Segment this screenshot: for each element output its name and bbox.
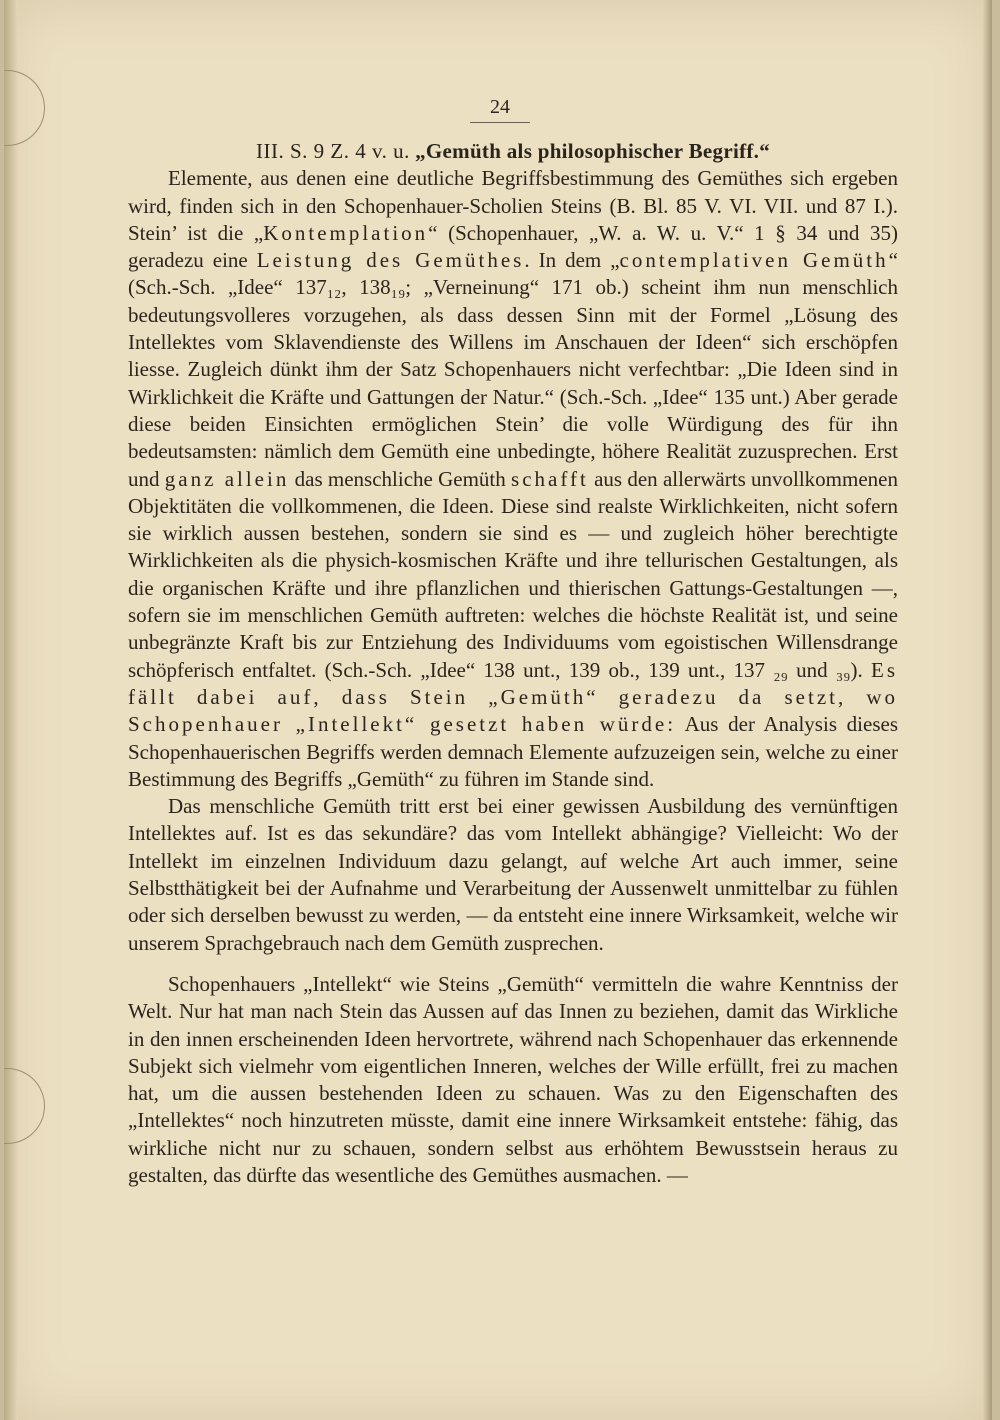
p1-part-13: Aus der Analysis dieses Schopenhauerischen Begriffs werden demnach Elemente aufzuzeigen sein, welche zu einer Bestimmung des Begriffs „Gemüth“ zu führen im Stande sind.: [128, 712, 898, 791]
p1-part-10: schafft: [511, 466, 589, 491]
p1-part-2: Kontemplation: [263, 220, 429, 245]
p1-part-3: “ (Schopenhauer, „W. a. W. u. V.“ 1 § 34 und 35) geradezu eine: [128, 220, 898, 273]
p1-part-6: contemplativen Gemüth: [619, 248, 889, 273]
page-text: [128, 138, 898, 1189]
page-number: 24: [490, 96, 510, 118]
heading-title: „Gemüth als philosophischer Begriff.“: [415, 139, 771, 163]
p1-part-8: ganz allein: [164, 466, 290, 491]
paragraph-3: Schopenhauers „Intellekt“ wie Steins „Gemüth“ vermitteln die wahre Kenntniss der Welt. Nur hat man nach Stein das Aussen auf das Innen zu beziehen, damit das Wirkliche in den innen erscheinenden Ideen hervortrete, während nach Schopenhauer das erkennende Subjekt sich vielmehr vom eigentlichen Inneren, welches der Wille erfüllt, frei zu machen hat, um die aussen bestehenden Ideen zu schauen. Was zu den Eigenschaften des „Intellektes“ noch hinzutreten müsste, damit eine innere Wirksamkeit entstehe: fähig, das wirkliche nicht nur zu schauen, sondern selbst aus erhöhtem Bewusstsein heraus zu gestalten, das dürfte das wesentliche des Gemüthes ausmachen. —: [128, 971, 898, 1187]
p1-part-7: “ (Sch.-Sch. „Idee“ 137₁₂, 138₁₉; „Verneinung“ 171 ob.) scheint ihm nun menschlich bedeutungsvolleres vorzugehen, als dass dessen Sinn mit der Formel „Lösung des Intellektes vom Sklavendienste des Willens im Anschauen der Ideen“ sich erschöpfen liesse. Zugleich dünkt ihm der Satz Schopenhauers nicht verfechtbar: „Die Ideen sind in Wirklichkeit die Kräfte und Gattungen der Natur.“ (Sch.-Sch. „Idee“ 135 unt.) Aber gerade diese beiden Einsichten ermöglichen Stein’ die volle Würdigung des für ihn bedeutsamsten: nämlich dem Gemüth eine unbedingte, höhere Realität zuzusprechen. Erst und: [128, 248, 898, 491]
page-edge: [982, 0, 992, 1420]
heading-reference: III. S. 9 Z. 4 v. u.: [255, 139, 410, 163]
page-number-rule: [470, 122, 530, 123]
section-heading: [128, 138, 898, 165]
p1-part-11: aus den allerwärts unvollkommenen Objektitäten die vollkommenen, die Ideen. Diese sind realste Wirklichkeiten, nicht sofern sie wirklich aussen bestehen, sondern sie sind es — und zugleich höher berechtigte Wirklichkeiten als die physich-kosmischen Kräfte und ihre tellurischen Gestaltungen, als die organischen Kräfte und ihre pflanzlichen und thierischen Gattungs-Gestaltungen —, sofern sie im menschlichen Gemüth auftreten: welches die höchste Realität ist, und seine unbegränzte Kraft bis zur Entziehung des Individuums vom egoistischen Willensdrange schöpferisch entfaltet. (Sch.-Sch. „Idee“ 138 unt., 139 ob., 139 unt., 137 ₂₉ und ₃₉).: [128, 466, 898, 682]
p1-part-1: Elemente, aus denen eine deutliche Begriffsbestimmung des Gemüthes sich ergeben wird, finden sich in den Schopenhauer-Scholien Steins (B. Bl. 85 V. VI. VII. und 87 I.). Stein’ ist die „: [128, 166, 898, 245]
p1-part-12: Es fällt dabei auf, dass Stein „Gemüth“ geradezu da setzt, wo Schopenhauer „Intellekt“ gesetzt haben würde:: [128, 657, 898, 737]
p1-part-4: Leistung des Gemüthes: [256, 248, 525, 273]
p1-part-9: das menschliche Gemüth: [289, 466, 512, 491]
page-spine: [4, 0, 18, 1420]
paragraph-1: [128, 165, 898, 793]
paragraph-2: Das menschliche Gemüth tritt erst bei einer gewissen Ausbildung des vernünftigen Intellektes auf. Ist es das sekundäre? das vom Intellekt abhängige? Vielleicht: Wo der Intellekt im einzelnen Individuum dazu gelangt, auf welche Art auch immer, seine Selbstthätigkeit bei der Aufnahme und Verarbeitung der Aussenwelt unmittelbar zu fühlen oder sich derselben bewusst zu werden, — da entsteht eine innere Wirksamkeit, welche wir unserem Sprachgebrauch nach dem Gemüth zusprechen.: [128, 794, 898, 955]
p1-part-5: . In dem „: [524, 248, 620, 273]
